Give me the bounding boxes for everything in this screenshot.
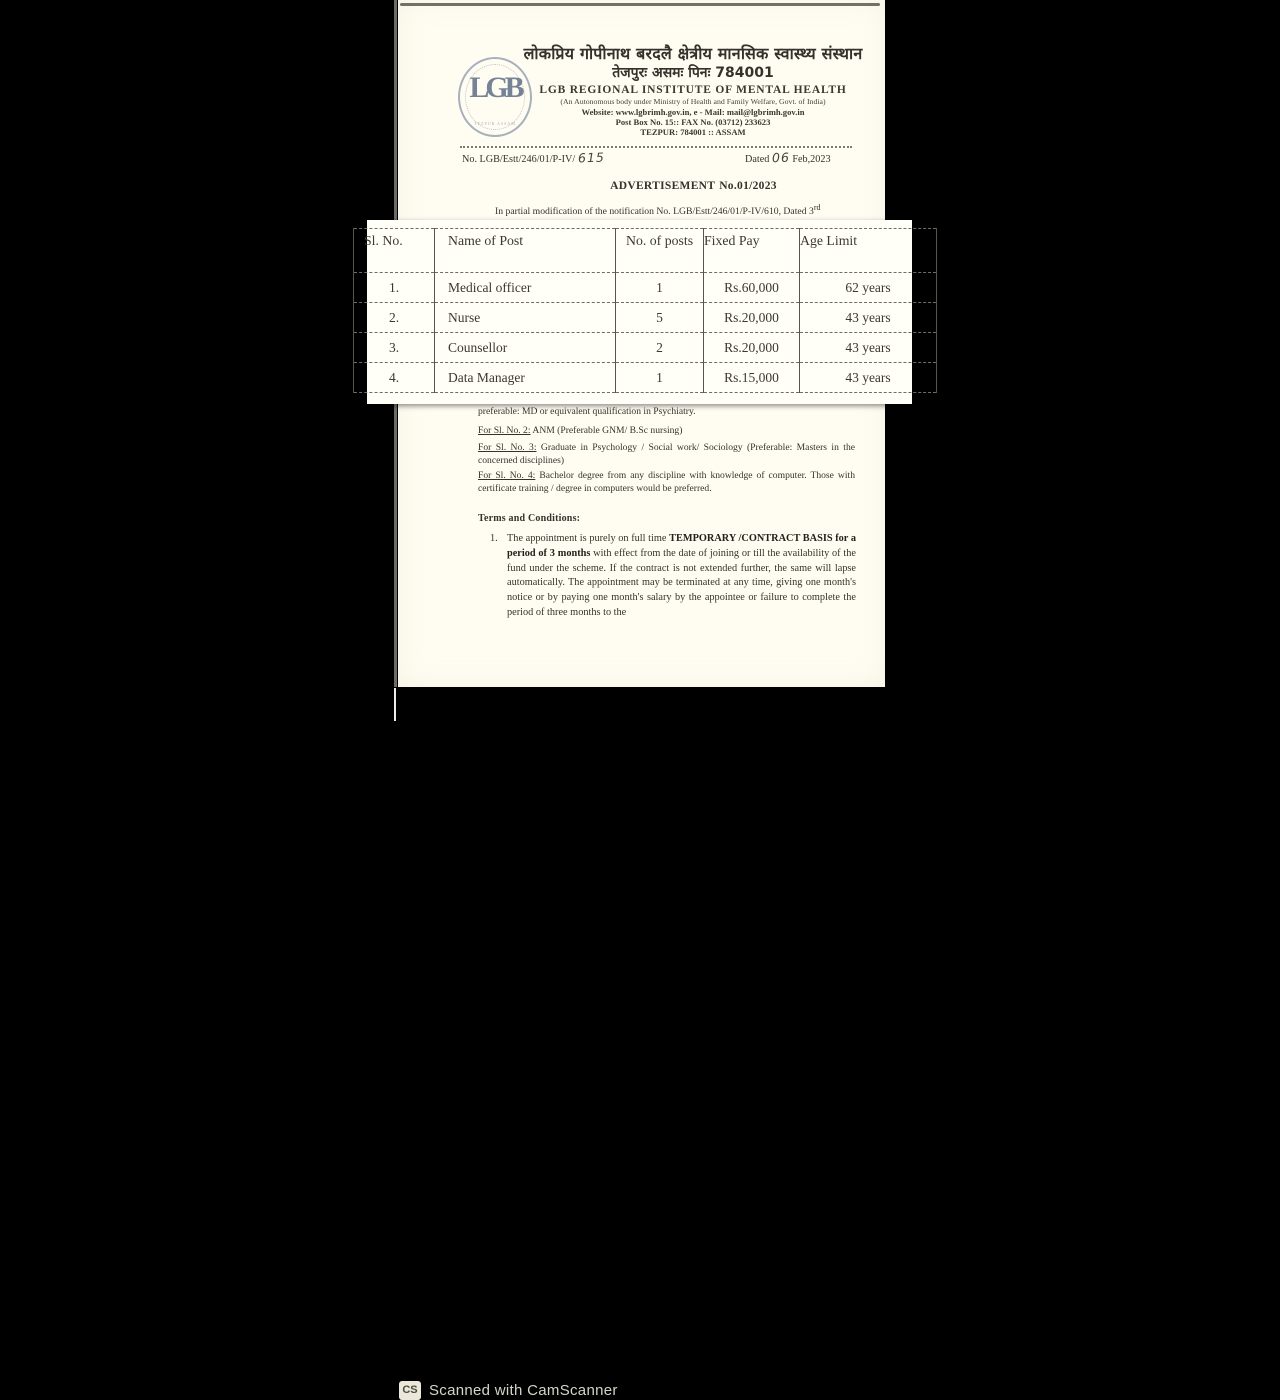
institute-name-english: LGB REGIONAL INSTITUTE OF MENTAL HEALTH	[539, 84, 847, 96]
logo-monogram: LGB	[469, 71, 521, 104]
cell-pay: Rs.15,000	[704, 363, 800, 393]
cell-post-name: Data Manager	[435, 363, 616, 393]
qualification-partial-line: preferable: MD or equivalent qualification in Psychiatry.	[478, 406, 696, 417]
table-row	[354, 333, 937, 363]
terms-item-text: The appointment is purely on full time TEMPORARY /CONTRACT BASIS for a period of 3 months with effect from the date of joining or till the availability of the fund under the scheme. If the contract is not extended further, the same will lapse automatically. The appointment may be terminated at any time, giving one month's notice or by paying one month's salary by the appointee or failure to complete the period of three months to the	[507, 533, 856, 618]
reference-number-prefix: No. LGB/Estt/246/01/P-IV/	[462, 154, 576, 165]
cell-posts: 1	[616, 273, 704, 303]
cell-pay: Rs.60,000	[704, 273, 800, 303]
city-state-line: TEZPUR: 784001 :: ASSAM	[640, 126, 746, 137]
date-day-handwritten: 06	[771, 149, 791, 166]
vacancy-table	[353, 228, 937, 393]
qualification-sl4-label: For Sl. No. 4:	[478, 470, 536, 481]
intro-line-1: In partial modification of the notification No. LGB/Estt/246/01/P-IV/610, Dated 3rd	[495, 203, 821, 218]
logo-caption: TEZPUR ASSAM	[474, 121, 516, 126]
qualification-sl2: For Sl. No. 2: ANM (Preferable GNM/ B.Sc nursing)	[478, 425, 683, 436]
postbox-fax-line: Post Box No. 15:: FAX No. (03712) 233623	[615, 116, 771, 127]
table-row	[354, 363, 937, 393]
reference-number-handwritten: 615	[577, 149, 605, 166]
col-header-no-of-posts: No. of posts	[616, 229, 704, 273]
cell-post-name: Counsellor	[435, 333, 616, 363]
institute-name-hindi: लोकप्रिय गोपीनाथ बरदलै क्षेत्रीय मानसिक स्वास्थ्य संस्थान	[523, 44, 863, 63]
col-header-name-of-post: Name of Post	[435, 229, 616, 273]
camscanner-strip	[0, 687, 1280, 1399]
cell-posts: 2	[616, 333, 704, 363]
cell-sl-no: 2.	[354, 303, 435, 333]
ordinal-suffix: rd	[813, 203, 821, 212]
terms-heading: Terms and Conditions:	[478, 513, 581, 524]
cell-post-name: Medical officer	[435, 273, 616, 303]
cell-age: 62 years	[800, 273, 937, 303]
header-separator-dotted-line	[460, 146, 852, 148]
date-month-year: Feb,2023	[792, 154, 831, 165]
scan-top-edge-line	[400, 3, 880, 6]
camscanner-watermark-text: Scanned with CamScanner	[429, 1382, 618, 1399]
qualification-sl3-label: For Sl. No. 3:	[478, 442, 537, 453]
letterhead	[503, 44, 883, 137]
col-header-sl-no: Sl. No.	[354, 229, 435, 273]
cell-sl-no: 3.	[354, 333, 435, 363]
cell-posts: 1	[616, 363, 704, 393]
col-header-fixed-pay: Fixed Pay	[704, 229, 800, 273]
reference-line	[462, 150, 854, 165]
qualification-sl3: For Sl. No. 3: Graduate in Psychology / Social work/ Sociology (Preferable: Masters in the concerned disciplines)	[478, 442, 855, 466]
date-group	[745, 150, 831, 165]
cell-post-name: Nurse	[435, 303, 616, 333]
cell-pay: Rs.20,000	[704, 333, 800, 363]
terms-item-number: 1.	[490, 533, 498, 544]
autonomous-body-line: (An Autonomous body under Ministry of Health and Family Welfare, Govt. of India)	[560, 97, 826, 106]
scan-edge-sliver	[394, 688, 396, 721]
camscanner-icon: CS	[399, 1381, 421, 1400]
qualification-sl2-label: For Sl. No. 2:	[478, 425, 531, 436]
cell-age: 43 years	[800, 303, 937, 333]
advertisement-title: ADVERTISEMENT No.01/2023	[610, 180, 777, 192]
table-header-row	[354, 229, 937, 273]
cell-sl-no: 4.	[354, 363, 435, 393]
dated-label: Dated	[745, 154, 770, 165]
terms-bold-segment: TEMPORARY /CONTRACT BASIS for a period of 3 months	[507, 533, 856, 559]
cell-sl-no: 1.	[354, 273, 435, 303]
cell-age: 43 years	[800, 333, 937, 363]
website-email-line: Website: www.lgbrimh.gov.in, e - Mail: mail@lgbrimh.gov.in	[581, 106, 805, 117]
vacancy-table-overlay	[364, 220, 912, 404]
cell-pay: Rs.20,000	[704, 303, 800, 333]
terms-item-1	[490, 532, 856, 621]
cell-age: 43 years	[800, 363, 937, 393]
qualification-sl4: For Sl. No. 4: Bachelor degree from any discipline with knowledge of computer. Those with certificate training / degree in computers would be preferred.	[478, 470, 855, 494]
table-row	[354, 303, 937, 333]
institute-address-hindi: तेजपुरः असमः पिनः 784001	[612, 65, 774, 81]
table-row	[354, 273, 937, 303]
cell-posts: 5	[616, 303, 704, 333]
col-header-age-limit: Age Limit	[800, 229, 937, 273]
